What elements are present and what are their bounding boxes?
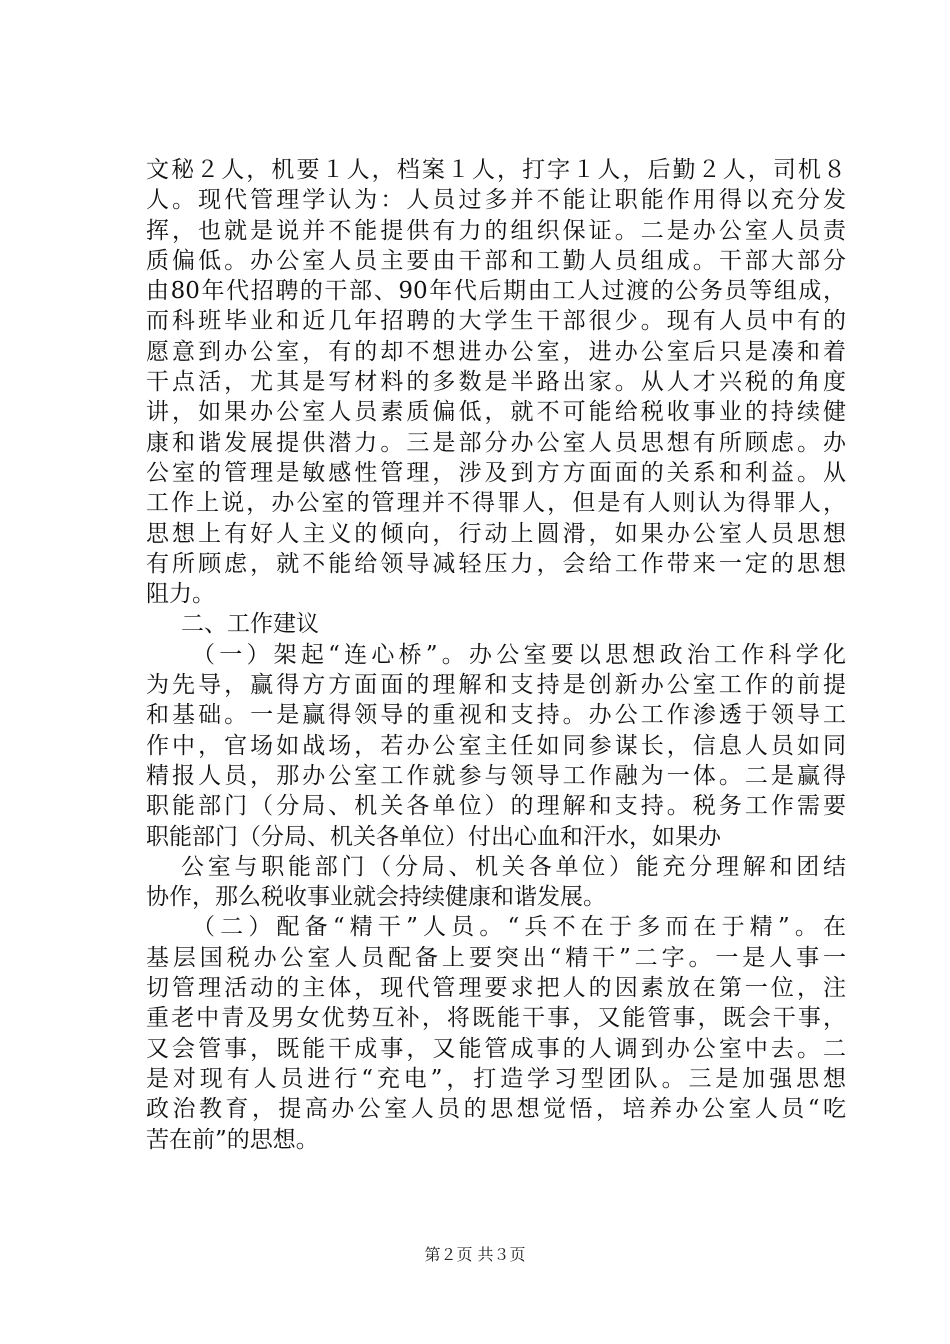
text-line: 阻力。 xyxy=(146,581,215,608)
text-line: 政治教育，提高办公室人员的思想觉悟，培养办公室人员“吃 xyxy=(146,1096,846,1123)
text-line: 而科班毕业和近几年招聘的大学生干部很少。现有人员中有的 xyxy=(146,308,846,335)
text-line: 和基础。一是赢得领导的重视和支持。办公工作渗透于领导工 xyxy=(146,702,846,729)
section-heading: 二、工作建议 xyxy=(181,611,319,638)
page-footer xyxy=(0,1242,950,1265)
text-line: 工作上说，办公室的管理并不得罪人，但是有人则认为得罪人， xyxy=(146,490,846,517)
text-line: 基层国税办公室人员配备上要突出“精干”二字。一是人事一 xyxy=(146,944,846,971)
text-line: 人。现代管理学认为：人员过多并不能让职能作用得以充分发 xyxy=(146,187,846,214)
text-line: 作中，官场如战场，若办公室主任如同参谋长，信息人员如同 xyxy=(146,732,846,759)
text-line: 有所顾虑，就不能给领导减轻压力，会给工作带来一定的思想 xyxy=(146,550,846,577)
text-line: 是对现有人员进行“充电”，打造学习型团队。三是加强思想 xyxy=(146,1065,846,1092)
text-line: 精报人员，那办公室工作就参与领导工作融为一体。二是赢得 xyxy=(146,762,846,789)
text-line: 挥，也就是说并不能提供有力的组织保证。二是办公室人员责 xyxy=(146,217,846,244)
text-line: 协作，那么税收事业就会持续健康和谐发展。 xyxy=(146,884,606,911)
text-line: 由80年代招聘的干部、90年代后期由工人过渡的公务员等组成， xyxy=(146,278,846,305)
text-line: 文秘２人，机要１人，档案１人，打字１人，后勤２人，司机８ xyxy=(146,157,846,183)
text-line: 苦在前”的思想。 xyxy=(146,1126,319,1153)
page-number-label: 第２页 共３页 xyxy=(424,1245,526,1264)
document-body xyxy=(146,155,846,1155)
text-line: 康和谐发展提供潜力。三是部分办公室人员思想有所顾虑。办 xyxy=(146,429,846,456)
text-line: 质偏低。办公室人员主要由干部和工勤人员组成。干部大部分 xyxy=(146,247,846,274)
text-line: 干点活，尤其是写材料的多数是半路出家。从人才兴税的角度 xyxy=(146,369,846,396)
text-line: 为先导，赢得方方面面的理解和支持是创新办公室工作的前提 xyxy=(146,672,846,699)
text-line: 思想上有好人主义的倾向，行动上圆滑，如果办公室人员思想 xyxy=(146,520,846,547)
text-line: 重老中青及男女优势互补，将既能干事，又能管事，既会干事， xyxy=(146,1005,846,1032)
text-line: 愿意到办公室，有的却不想进办公室，进办公室后只是凑和着 xyxy=(146,338,846,365)
text-line: 职能部门（分局、机关各单位）付出心血和汗水，如果办 xyxy=(146,823,721,850)
text-line: 又会管事，既能干成事，又能管成事的人调到办公室中去。二 xyxy=(146,1035,846,1062)
text-line: 讲，如果办公室人员素质偏低，就不可能给税收事业的持续健 xyxy=(146,399,846,426)
text-line: 切管理活动的主体，现代管理要求把人的因素放在第一位，注 xyxy=(146,975,846,1002)
text-line: 职能部门（分局、机关各单位）的理解和支持。税务工作需要 xyxy=(146,793,846,820)
subsection-heading-line: （二）配备“精干”人员。“兵不在于多而在于精”。在 xyxy=(192,914,846,941)
text-line: 公室与职能部门（分局、机关各单位）能充分理解和团结 xyxy=(181,853,846,880)
text-line: 公室的管理是敏感性管理，涉及到方方面面的关系和利益。从 xyxy=(146,459,846,486)
subsection-heading-line: （一）架起“连心桥”。办公室要以思想政治工作科学化 xyxy=(192,641,846,668)
